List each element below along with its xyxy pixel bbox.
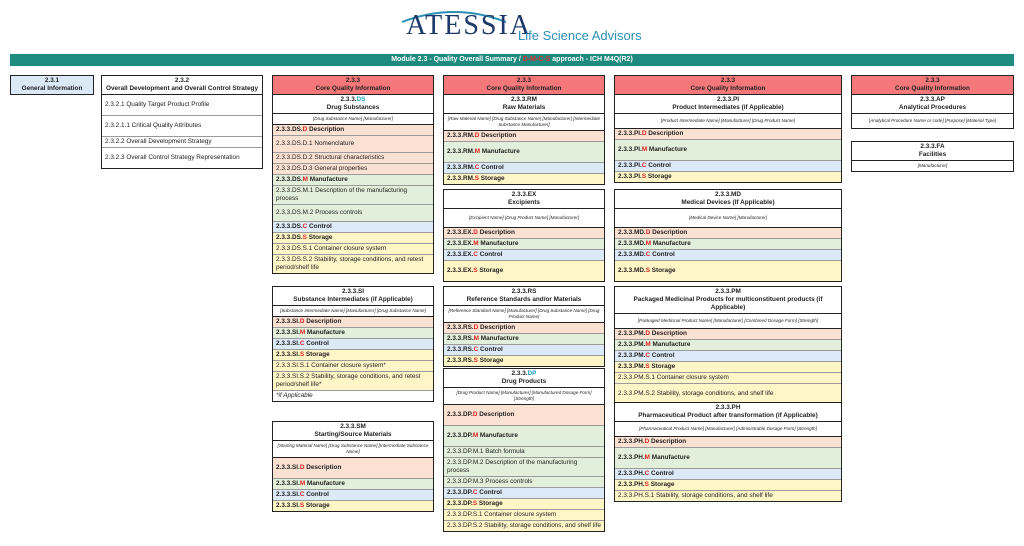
section-code: 2.3.3.RS: [511, 288, 537, 295]
section-title-block: [615, 95, 841, 114]
control-row: 2.3.3.PM.C Control: [615, 351, 841, 362]
storage-row: 2.3.3.RS.S Storage: [444, 356, 604, 366]
section-subtitle: [Drug Substance Name] [Manufacturer]: [273, 113, 433, 125]
section-packaged-medicinal-products: [614, 286, 842, 405]
manufacture-row: 2.3.3.PM.M Manufacture: [615, 340, 841, 351]
section-title-block: 2.3.3.DP Drug Products: [444, 369, 604, 388]
manufacture-row: 2.3.3.SI.M Manufacture: [273, 479, 433, 490]
banner-suffix: approach - ICH M4Q(R2): [550, 56, 633, 63]
logo-tagline: Life Science Advisors: [518, 28, 642, 43]
section-code: 2.3.3.PM: [715, 288, 741, 295]
section-medical-devices: [614, 189, 842, 282]
section-substance-intermediates: [272, 286, 434, 402]
code-suffix: DS: [356, 96, 366, 103]
storage-row: 2.3.3.EX.S Storage: [444, 261, 604, 281]
core-quality-header: 2.3.3 Core Quality Information: [615, 76, 841, 95]
core-quality-header: [273, 76, 433, 95]
section-title: Overall Development and Overall Control Strategy: [106, 85, 258, 92]
section-starting-materials: [272, 421, 434, 512]
list-item: 2.3.3.DS.D.2 Structural characteristics: [273, 153, 433, 164]
section-title-block: [273, 287, 433, 306]
list-item: 2.3.3.DP.S.1 Container closure system: [444, 510, 604, 521]
storage-row: 2.3.3.DP.S Storage: [444, 499, 604, 510]
manufacture-row: 2.3.3.SI.M Manufacture: [273, 328, 433, 339]
section-code: 2.3.3.SI: [341, 288, 365, 295]
control-row: 2.3.3.MD.C Control: [615, 250, 841, 261]
section-title: Pharmaceutical Product after transformation (if Applicable): [638, 412, 818, 419]
section-code: 2.3.3.PH: [715, 404, 741, 411]
section-title-block: [852, 142, 1013, 161]
banner-highlight: D-M-C-S: [522, 56, 551, 63]
section-excipients: [443, 189, 605, 282]
control-row: 2.3.3.RS.C Control: [444, 345, 604, 356]
section-code: 2.3.3.AP: [920, 96, 945, 103]
list-item: 2.3.2.1.1 Critical Quality Attributes: [102, 116, 262, 137]
list-item: 2.3.3.SI.S.2 Stability, storage conditions, and retest period/shelf life*: [273, 372, 433, 391]
section-reference-standards: [443, 286, 605, 367]
section-title-block: [615, 403, 841, 422]
section-subtitle: [Excipient Name] [Drug Product Name] [Manufacturer]: [444, 209, 604, 228]
list-item: 2.3.3.DS.M.1 Description of the manufacturing process: [273, 186, 433, 205]
storage-row: 2.3.3.PM.S Storage: [615, 362, 841, 373]
section-subtitle: [Reference Standard Name] [Manufacturer] [Drug Substance Name] [Drug Product Name]: [444, 306, 604, 323]
section-title-block: [444, 190, 604, 209]
manufacture-row: 2.3.3.PH.M Manufacture: [615, 448, 841, 469]
banner-prefix: Module 2.3 - Quality Overall Summary /: [391, 56, 523, 63]
section-2-3-1: [10, 75, 94, 95]
control-row: 2.3.3.RM.C Control: [444, 163, 604, 174]
section-code: 2.3.3.RM: [511, 96, 537, 103]
description-row: 2.3.3.MD.D Description: [615, 228, 841, 239]
list-item: 2.3.3.DS.S.1 Container closure system: [273, 244, 433, 255]
storage-row: 2.3.3.DS.S Storage: [273, 233, 433, 244]
list-item: 2.3.3.DP.M.1 Batch formula: [444, 447, 604, 458]
description-row: 2.3.3.DS.D Description: [273, 125, 433, 136]
section-title: Excipients: [508, 199, 540, 206]
list-item: 2.3.2.2 Overall Development Strategy: [102, 137, 262, 148]
section-2-3-2-header: [102, 76, 262, 95]
section-title-block: [615, 287, 841, 314]
list-item: 2.3.3.DP.M.3 Process controls: [444, 477, 604, 488]
section-code: 2.3.3.SM: [340, 423, 366, 430]
list-item: 2.3.3.DS.M.2 Process controls: [273, 205, 433, 222]
section-number: 2.3.2: [174, 77, 190, 84]
description-row: 2.3.3.RM.D Description: [444, 131, 604, 142]
section-subtitle: [Raw Material Name] [Drug Substance Name] [Manufacturer] [Intermediate Substance Manufacturer]: [444, 114, 604, 131]
section-raw-materials: [443, 75, 605, 185]
section-drug-products: [443, 368, 605, 532]
section-code: 2.3.3.PI: [716, 96, 740, 103]
section-subtitle: [Packaged Medicinal Product Name] [Manufacturer] [Combined Dosage Form] [Strength]: [615, 314, 841, 329]
description-row: 2.3.3.SI.D Description: [273, 317, 433, 328]
storage-row: 2.3.3.RM.S Storage: [444, 174, 604, 184]
description-row: 2.3.3.PH.D Description: [615, 437, 841, 448]
section-subtitle: [Manufacturer]: [852, 161, 1013, 171]
manufacture-row: 2.3.3.MD.M Manufacture: [615, 239, 841, 250]
manufacture-row: 2.3.3.DS.M Manufacture: [273, 175, 433, 186]
list-item: 2.3.3.PH.S.1 Stability, storage conditions, and shelf life: [615, 491, 841, 501]
manufacture-row: 2.3.3.PI.M Manufacture: [615, 140, 841, 161]
description-row: 2.3.3.SI.D Description: [273, 458, 433, 479]
list-item: 2.3.2.3 Overall Control Strategy Representation: [102, 148, 262, 168]
description-row: 2.3.3.EX.D Description: [444, 228, 604, 239]
section-title: Substance Intermediates (if Applicable): [293, 296, 413, 303]
control-row: 2.3.3.DS.C Control: [273, 222, 433, 233]
control-row: 2.3.3.PH.C Control: [615, 469, 841, 480]
manufacture-row: 2.3.3.EX.M Manufacture: [444, 239, 604, 250]
list-item: 2.3.2.1 Quality Target Product Profile: [102, 95, 262, 116]
core-quality-header: 2.3.3 Core Quality Information: [444, 76, 604, 95]
section-title: Drug Products: [501, 378, 547, 385]
section-2-3-1-header: [11, 76, 93, 94]
list-item: 2.3.3.DS.S.2 Stability, storage conditions, and retest period/shelf life: [273, 255, 433, 273]
description-row: 2.3.3.PI.D Description: [615, 129, 841, 140]
section-subtitle: [Substance Intermediate Name] [Manufacturer] [Drug Substance Name]: [273, 306, 433, 317]
section-number: 2.3.1: [44, 77, 60, 84]
storage-row: 2.3.3.PH.S Storage: [615, 480, 841, 491]
control-row: 2.3.3.DP.C Control: [444, 488, 604, 499]
list-item: 2.3.3.SI.S.1 Container closure system*: [273, 361, 433, 372]
section-title-block: [615, 190, 841, 209]
section-number: 2.3.3: [345, 77, 361, 84]
list-item: 2.3.3.PM.S.2 Stability, storage conditions, and shelf life: [615, 384, 841, 404]
storage-row: 2.3.3.SI.S Storage: [273, 501, 433, 511]
section-title-block: [444, 287, 604, 306]
list-item: 2.3.3.DP.M.2 Description of the manufacturing process: [444, 458, 604, 477]
manufacture-row: 2.3.3.RM.M Manufacture: [444, 142, 604, 163]
section-subtitle: [Product Intermediate Name] [Manufacturer] [Drug Product Name]: [615, 114, 841, 129]
control-row: 2.3.3.SI.C Control: [273, 490, 433, 501]
section-title: Reference Standards and/or Materials: [466, 296, 582, 303]
section-title: Drug Substances: [326, 104, 380, 111]
control-row: 2.3.3.EX.C Control: [444, 250, 604, 261]
storage-row: 2.3.3.SI.S Storage: [273, 350, 433, 361]
list-item: 2.3.3.DS.D.1 Nomenclature: [273, 136, 433, 153]
applicability-note: *if Applicable: [273, 391, 433, 401]
section-code: 2.3.3.FA: [920, 143, 945, 150]
section-title: Product Intermediates (if Applicable): [672, 104, 784, 111]
list-item: 2.3.3.DP.S.2 Stability, storage conditions, and shelf life: [444, 521, 604, 531]
section-title: Analytical Procedures: [898, 104, 967, 111]
section-subtitle: [Medical Device Name] [Manufacturer]: [615, 209, 841, 228]
section-code: 2.3.3.EX: [511, 191, 537, 198]
section-subtitle: [Starting Material Name] [Drug Substance Name] [Intermediate Substance Name]: [273, 441, 433, 458]
section-title: General Information: [21, 85, 83, 92]
module-banner: [10, 54, 1014, 66]
code-prefix: 2.3.3.: [340, 96, 357, 103]
manufacture-row: 2.3.3.RS.M Manufacture: [444, 334, 604, 345]
description-row: 2.3.3.RS.D Description: [444, 323, 604, 334]
storage-row: 2.3.3.PI.S Storage: [615, 172, 841, 182]
section-drug-substances: [272, 75, 434, 274]
section-title-block: [273, 95, 433, 113]
section-pharmaceutical-product: [614, 402, 842, 502]
section-title-block: [273, 422, 433, 441]
section-title: Starting/Source Materials: [314, 431, 392, 438]
control-row: 2.3.3.SI.C Control: [273, 339, 433, 350]
section-subtitle: [Analytical Procedure Name or code] [Purpose] [Material Type]: [852, 114, 1013, 128]
logo-text: ATESSIA: [406, 10, 533, 41]
section-title: Medical Devices (If Applicable): [681, 199, 775, 206]
section-title: Facilities: [918, 151, 947, 158]
header: [0, 6, 1024, 50]
section-facilities: [851, 141, 1014, 172]
list-item: 2.3.3.PM.S.1 Container closure system: [615, 373, 841, 384]
section-title-block: [444, 95, 604, 114]
section-product-intermediates: [614, 75, 842, 183]
description-row: 2.3.3.PM.D Description: [615, 329, 841, 340]
section-label: Core Quality Information: [315, 85, 391, 92]
section-title: Raw Materials: [502, 104, 546, 111]
section-subtitle: [Pharmaceutical Product Name] [Manufacturer] [Administrable Dosage Form] [Strength]: [615, 422, 841, 437]
section-title: Packaged Medicinal Products for multiconstituent products (if Applicable): [633, 296, 823, 311]
list-item: 2.3.3.DS.D.3 General properties: [273, 164, 433, 175]
description-row: 2.3.3.DP.D Description: [444, 405, 604, 426]
storage-row: 2.3.3.MD.S Storage: [615, 261, 841, 281]
manufacture-row: 2.3.3.DP.M Manufacture: [444, 426, 604, 447]
section-title-block: [852, 95, 1013, 114]
section-subtitle: [Drug Product Name] [Manufacturer] [Manufactured Dosage Form] [Strength]: [444, 388, 604, 405]
section-analytical-procedures: [851, 75, 1014, 129]
control-row: 2.3.3.PI.C Control: [615, 161, 841, 172]
section-code: 2.3.3.MD: [715, 191, 741, 198]
section-2-3-2: [101, 75, 263, 169]
core-quality-header: 2.3.3 Core Quality Information: [852, 76, 1013, 95]
